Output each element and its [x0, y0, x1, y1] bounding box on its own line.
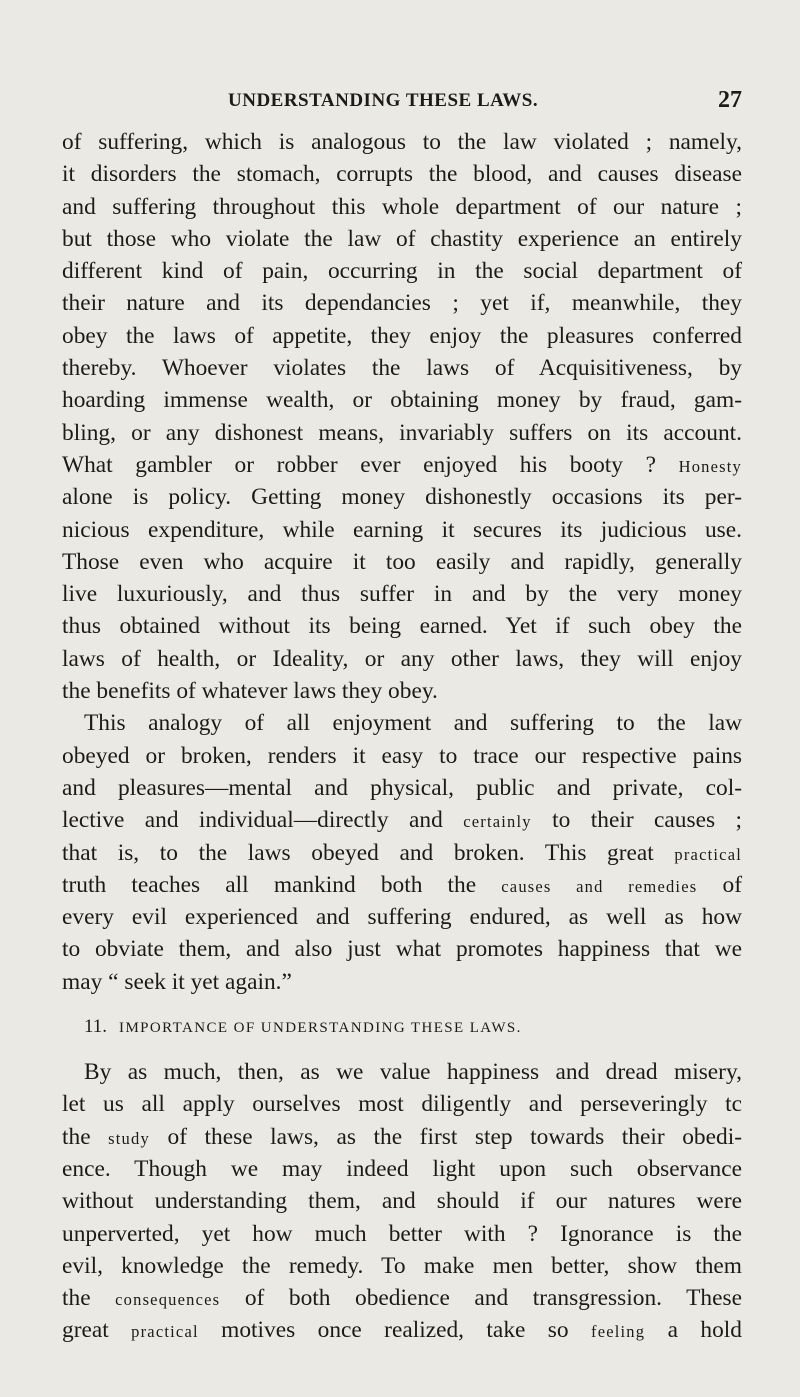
text-segment: bling, or any dishonest means, invariably suffers on its account.	[62, 419, 742, 446]
text-segment: of suffering, which is analogous to the law violated ; namely,	[62, 129, 742, 155]
body-text	[62, 126, 742, 1347]
small-caps-text: certainly	[463, 812, 532, 832]
text-line	[62, 1153, 742, 1185]
text-line	[62, 481, 742, 513]
running-title: UNDERSTANDING THESE LAWS.	[228, 90, 539, 111]
text-line	[62, 707, 742, 739]
text-segment: to obviate them, and also just what promotes happiness that we	[62, 936, 742, 963]
text-segment: let us all apply ourselves most diligently and perseveringly tc	[62, 1091, 742, 1118]
text-segment: that is, to the laws obeyed and broken. This great	[62, 839, 675, 866]
text-line	[62, 966, 742, 998]
text-line	[62, 514, 742, 546]
section-number: 11.	[84, 1016, 108, 1038]
text-line	[62, 1314, 742, 1346]
text-segment: without understanding them, and should if our natures were	[62, 1188, 742, 1215]
small-caps-text: causes and remedies	[501, 876, 698, 896]
text-segment: live luxuriously, and thus suffer in and by the very money	[62, 581, 742, 608]
small-caps-text: feeling	[591, 1322, 646, 1342]
text-segment: hoarding immense wealth, or obtaining money by fraud, gam-	[62, 387, 742, 414]
text-segment: of	[697, 871, 742, 898]
text-line	[62, 287, 742, 319]
small-caps-text: consequences	[115, 1290, 221, 1310]
text-line	[62, 1218, 742, 1250]
text-segment: unperverted, yet how much better with ? Ignorance is the	[62, 1220, 742, 1247]
text-line	[62, 546, 742, 578]
text-segment: obeyed or broken, renders it easy to trace our respective pains	[62, 742, 742, 769]
text-segment: the	[62, 1123, 109, 1150]
section-title: IMPORTANCE OF UNDERSTANDING THESE LAWS.	[119, 1020, 522, 1037]
text-line	[62, 643, 742, 675]
text-segment: motives once realized, take so	[198, 1317, 591, 1344]
text-line	[62, 223, 742, 255]
text-line	[62, 804, 742, 836]
text-line	[62, 1056, 742, 1088]
small-caps-text: practical	[674, 844, 742, 864]
text-segment: laws of health, or Ideality, or any other laws, they will enjoy	[62, 645, 742, 672]
text-line	[62, 610, 742, 642]
small-caps-text: Honesty	[678, 456, 742, 476]
small-caps-text: practical	[131, 1322, 199, 1342]
text-segment: Those even who acquire it too easily and rapidly, generally	[62, 548, 742, 575]
page-number: 27	[718, 87, 742, 113]
text-line	[62, 449, 742, 481]
text-segment: alone is policy. Getting money dishonestly occasions its per-	[62, 484, 742, 511]
text-segment: obey the laws of appetite, they enjoy the pleasures conferred	[62, 322, 742, 349]
text-segment: This analogy of all enjoyment and suffering to the law	[84, 710, 742, 737]
text-line	[62, 1088, 742, 1120]
text-segment: and pleasures—mental and physical, public and private, col-	[62, 774, 742, 801]
text-segment: nicious expenditure, while earning it secures its judicious use.	[62, 516, 742, 543]
text-line	[62, 1250, 742, 1282]
section-heading	[62, 998, 742, 1056]
text-segment: different kind of pain, occurring in the social department of	[62, 258, 742, 285]
text-line	[62, 158, 742, 190]
text-segment: to their causes ;	[531, 807, 742, 834]
text-line	[62, 191, 742, 223]
text-line	[62, 1282, 742, 1314]
text-segment: thereby. Whoever violates the laws of Acquisitiveness, by	[62, 355, 742, 382]
page-header	[62, 87, 742, 116]
text-segment: the	[62, 1285, 116, 1312]
text-segment: it disorders the stomach, corrupts the blood, and causes disease	[62, 161, 742, 188]
text-line	[62, 837, 742, 869]
text-segment: may “ seek it yet again.”	[62, 968, 292, 995]
text-line	[62, 352, 742, 384]
text-segment: thus obtained without its being earned. Yet if such obey the	[62, 613, 742, 640]
paragraph-block-1	[62, 126, 742, 998]
text-segment: truth teaches all mankind both the	[62, 871, 502, 898]
text-line	[62, 1185, 742, 1217]
text-segment: By as much, then, as we value happiness and dread misery,	[84, 1059, 742, 1086]
text-segment: and suffering throughout this whole department of our nature ;	[62, 193, 742, 220]
text-line	[62, 255, 742, 287]
text-line	[62, 740, 742, 772]
text-segment: great	[62, 1317, 132, 1344]
text-line	[62, 417, 742, 449]
text-line	[62, 320, 742, 352]
text-segment: of both obedience and transgression. These	[220, 1285, 742, 1312]
text-line	[62, 1121, 742, 1153]
text-segment: ence. Though we may indeed light upon such observance	[62, 1155, 742, 1182]
small-caps-text: study	[108, 1128, 150, 1148]
text-line	[62, 869, 742, 901]
text-segment: lective and individual—directly and	[62, 807, 464, 834]
text-segment: but those who violate the law of chastity experience an entirely	[62, 225, 742, 252]
text-segment: What gambler or robber ever enjoyed his booty ?	[62, 451, 679, 478]
text-line	[62, 901, 742, 933]
text-segment: their nature and its dependancies ; yet if, meanwhile, they	[62, 290, 742, 317]
text-segment: the benefits of whatever laws they obey.	[62, 678, 438, 705]
text-line	[62, 384, 742, 416]
text-line	[62, 772, 742, 804]
text-segment: of these laws, as the first step towards their obedi-	[149, 1123, 742, 1150]
text-line	[62, 578, 742, 610]
text-segment: every evil experienced and suffering endured, as well as how	[62, 904, 742, 931]
text-line	[62, 933, 742, 965]
text-segment: a hold	[645, 1317, 742, 1344]
text-segment: evil, knowledge the remedy. To make men better, show them	[62, 1252, 742, 1279]
paragraph-block-2	[62, 1056, 742, 1347]
text-line	[62, 675, 742, 707]
text-line	[62, 126, 742, 158]
